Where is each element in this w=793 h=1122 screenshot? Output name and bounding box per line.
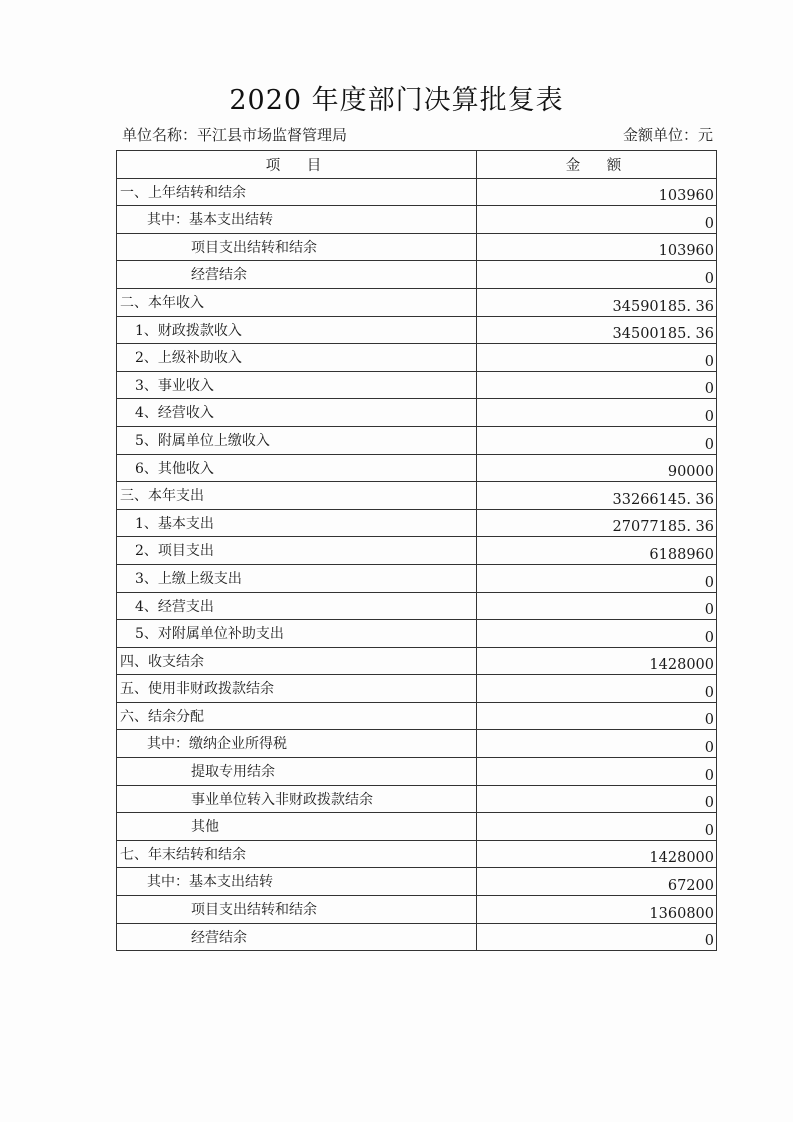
row-item: 六、结余分配 <box>117 702 477 730</box>
row-item: 五、使用非财政拨款结余 <box>117 675 477 703</box>
row-item: 其中：基本支出结转 <box>117 206 477 234</box>
table-row <box>117 537 717 565</box>
row-amount: 33266145. 36 <box>477 482 717 510</box>
table-row <box>117 702 717 730</box>
table-row <box>117 620 717 648</box>
table-row <box>117 288 717 316</box>
table-row <box>117 896 717 924</box>
row-item: 2、项目支出 <box>117 537 477 565</box>
document-title: 2020 年度部门决算批复表 <box>229 85 564 116</box>
row-item: 四、收支结余 <box>117 647 477 675</box>
table-row <box>117 482 717 510</box>
table-row <box>117 813 717 841</box>
row-item: 经营结余 <box>117 261 477 289</box>
row-item: 三、本年支出 <box>117 482 477 510</box>
row-amount: 0 <box>477 730 717 758</box>
row-item: 一、上年结转和结余 <box>117 178 477 206</box>
table-row <box>117 426 717 454</box>
row-amount: 0 <box>477 702 717 730</box>
row-item: 3、事业收入 <box>117 371 477 399</box>
row-amount: 1428000 <box>477 647 717 675</box>
table-row <box>117 840 717 868</box>
row-item: 二、本年收入 <box>117 288 477 316</box>
row-item: 1、财政拨款收入 <box>117 316 477 344</box>
table-row <box>117 868 717 896</box>
row-amount: 1360800 <box>477 896 717 924</box>
header-item: 项 目 <box>117 151 477 179</box>
row-amount: 0 <box>477 592 717 620</box>
row-amount: 0 <box>477 206 717 234</box>
row-item: 事业单位转入非财政拨款结余 <box>117 785 477 813</box>
row-amount: 0 <box>477 371 717 399</box>
row-amount: 0 <box>477 426 717 454</box>
header-amount: 金 额 <box>477 151 717 179</box>
table-row <box>117 675 717 703</box>
row-amount: 0 <box>477 785 717 813</box>
table-row <box>117 509 717 537</box>
row-amount: 67200 <box>477 868 717 896</box>
table-header-row <box>117 151 717 179</box>
table-row <box>117 923 717 951</box>
budget-approval-table <box>116 150 717 951</box>
row-item: 4、经营收入 <box>117 399 477 427</box>
row-amount: 0 <box>477 261 717 289</box>
row-amount: 0 <box>477 675 717 703</box>
row-item: 其他 <box>117 813 477 841</box>
table-row <box>117 454 717 482</box>
row-item: 七、年末结转和结余 <box>117 840 477 868</box>
row-amount: 0 <box>477 758 717 786</box>
table-row <box>117 592 717 620</box>
row-item: 6、其他收入 <box>117 454 477 482</box>
row-amount: 0 <box>477 564 717 592</box>
table-row <box>117 399 717 427</box>
table-row <box>117 371 717 399</box>
row-amount: 34590185. 36 <box>477 288 717 316</box>
row-amount: 0 <box>477 344 717 372</box>
table-row <box>117 730 717 758</box>
row-item: 5、对附属单位补助支出 <box>117 620 477 648</box>
row-item: 其中：缴纳企业所得税 <box>117 730 477 758</box>
table-row <box>117 647 717 675</box>
row-item: 提取专用结余 <box>117 758 477 786</box>
row-amount: 90000 <box>477 454 717 482</box>
row-item: 项目支出结转和结余 <box>117 233 477 261</box>
row-amount: 27077185. 36 <box>477 509 717 537</box>
row-amount: 103960 <box>477 233 717 261</box>
row-amount: 103960 <box>477 178 717 206</box>
row-item: 2、上级补助收入 <box>117 344 477 372</box>
table-row <box>117 178 717 206</box>
row-amount: 0 <box>477 923 717 951</box>
currency-unit: 金额单位：元 <box>622 126 713 144</box>
table-row <box>117 785 717 813</box>
table-row <box>117 206 717 234</box>
row-item: 3、上缴上级支出 <box>117 564 477 592</box>
unit-name: 单位名称：平江县市场监督管理局 <box>122 126 348 144</box>
row-amount: 6188960 <box>477 537 717 565</box>
row-item: 项目支出结转和结余 <box>117 896 477 924</box>
row-amount: 0 <box>477 813 717 841</box>
row-item: 4、经营支出 <box>117 592 477 620</box>
row-amount: 34500185. 36 <box>477 316 717 344</box>
row-item: 5、附属单位上缴收入 <box>117 426 477 454</box>
table-row <box>117 344 717 372</box>
row-item: 1、基本支出 <box>117 509 477 537</box>
row-amount: 0 <box>477 620 717 648</box>
table-row <box>117 564 717 592</box>
table-row <box>117 261 717 289</box>
row-amount: 1428000 <box>477 840 717 868</box>
table-row <box>117 233 717 261</box>
row-item: 其中：基本支出结转 <box>117 868 477 896</box>
row-amount: 0 <box>477 399 717 427</box>
table-row <box>117 758 717 786</box>
table-row <box>117 316 717 344</box>
row-item: 经营结余 <box>117 923 477 951</box>
